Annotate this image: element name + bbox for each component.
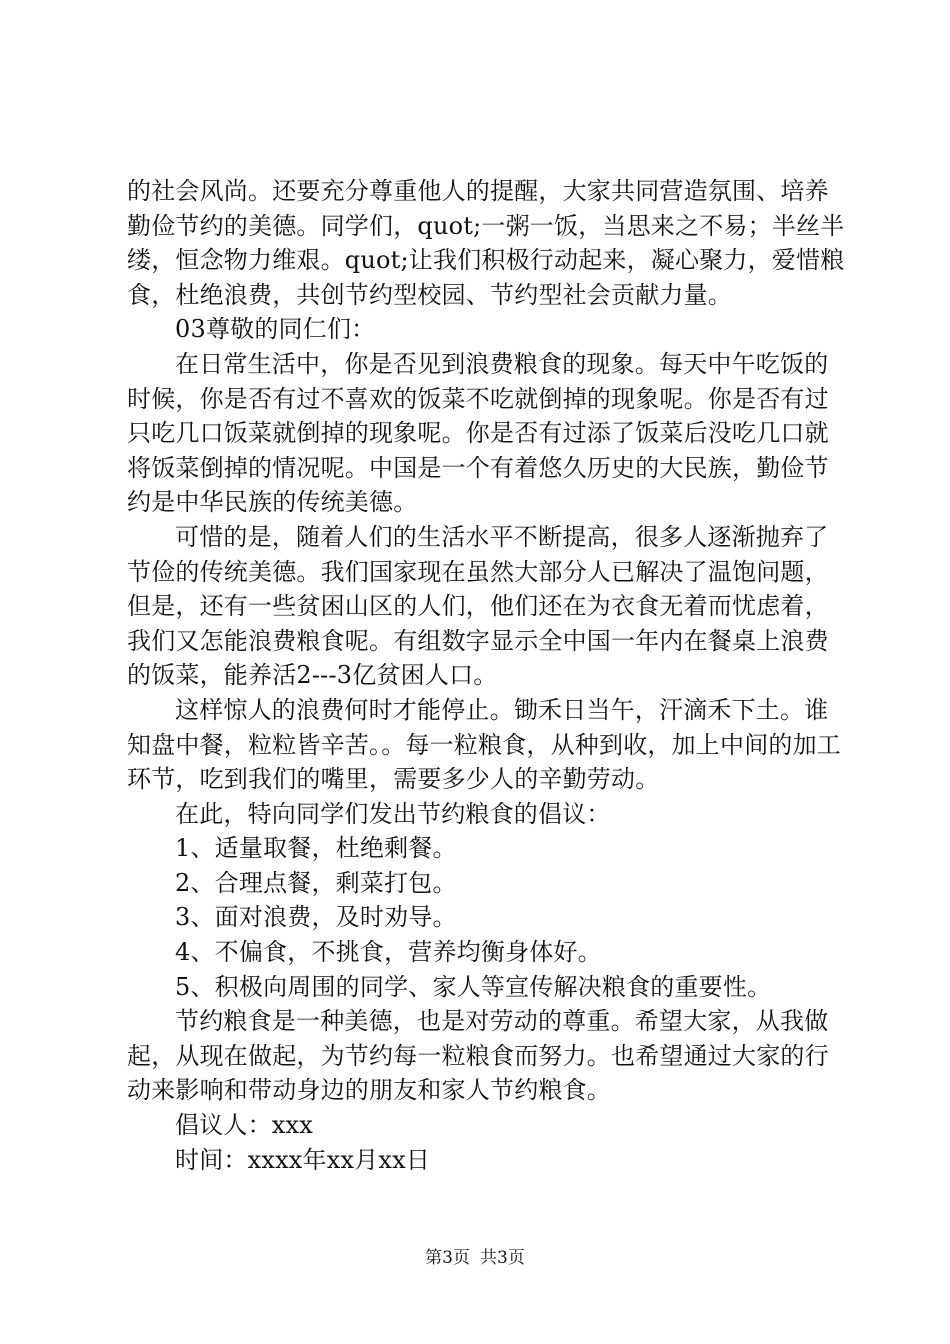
- list-item-4: 4、不偏食，不挑食，营养均衡身体好。: [175, 938, 602, 967]
- paragraph-4: 可惜的是，随着人们的生活水平不断提高，很多人逐渐抛弃了节俭的传统美德。我们国家现在虽然大部分人已解决了温饱问题，但是，还有一些贫困山区的人们，他们还在为衣食无着而忧虑着，我们又怎能浪费粮食呢。有组数字显示全中国一年内在餐桌上浪费的饭菜，能养活2---3亿贫困人口。: [127, 522, 829, 690]
- list-item-5: 5、积极向周围的同学、家人等宣传解决粮食的重要性。: [175, 972, 772, 1001]
- paragraph-2: 03尊敬的同仁们：: [175, 315, 376, 344]
- signature-line: 倡议人：xxx: [175, 1111, 314, 1140]
- list-item-2: 2、合理点餐，剩菜打包。: [175, 868, 457, 897]
- page-total: 共3页: [480, 1248, 525, 1268]
- paragraph-6: 在此，特向同学们发出节约粮食的倡议：: [175, 799, 611, 828]
- paragraph-1: 的社会风尚。还要充分尊重他人的提醒，大家共同营造氛围、培养勤俭节约的美德。同学们，quot;一粥一饭，当思来之不易；半丝半缕，恒念物力维艰。quot;让我们积极行动起来，凝心聚力，爱惜粮食，杜绝浪费，共创节约型校园、节约型社会贡献力量。: [127, 177, 845, 309]
- list-item-1: 1、适量取餐，杜绝剩餐。: [175, 834, 457, 863]
- page-footer: [0, 1243, 950, 1268]
- paragraph-closing: 节约粮食是一种美德，也是对劳动的尊重。希望大家，从我做起，从现在做起，为节约每一粒粮食而努力。也希望通过大家的行动来影响和带动身边的朋友和家人节约粮食。: [127, 1007, 829, 1105]
- paragraph-5: 这样惊人的浪费何时才能停止。锄禾日当午，汗滴禾下土。谁知盘中餐，粒粒皆辛苦。。每一粒粮食，从种到收，加上中间的加工环节，吃到我们的嘴里，需要多少人的辛勤劳动。: [127, 695, 841, 794]
- page-number: 第3页: [425, 1248, 470, 1268]
- paragraph-3: 在日常生活中，你是否见到浪费粮食的现象。每天中午吃饭的时候，你是否有过不喜欢的饭菜不吃就倒掉的现象呢。你是否有过只吃几口饭菜就倒掉的现象呢。你是否有过添了饭菜后没吃几口就将饭菜倒掉的情况呢。中国是一个有着悠久历史的大民族，勤俭节约是中华民族的传统美德。: [127, 349, 829, 517]
- document-body: [127, 174, 847, 1177]
- list-item-3: 3、面对浪费，及时劝导。: [175, 903, 457, 932]
- date-line: 时间：xxxx年xx月xx日: [175, 1145, 431, 1174]
